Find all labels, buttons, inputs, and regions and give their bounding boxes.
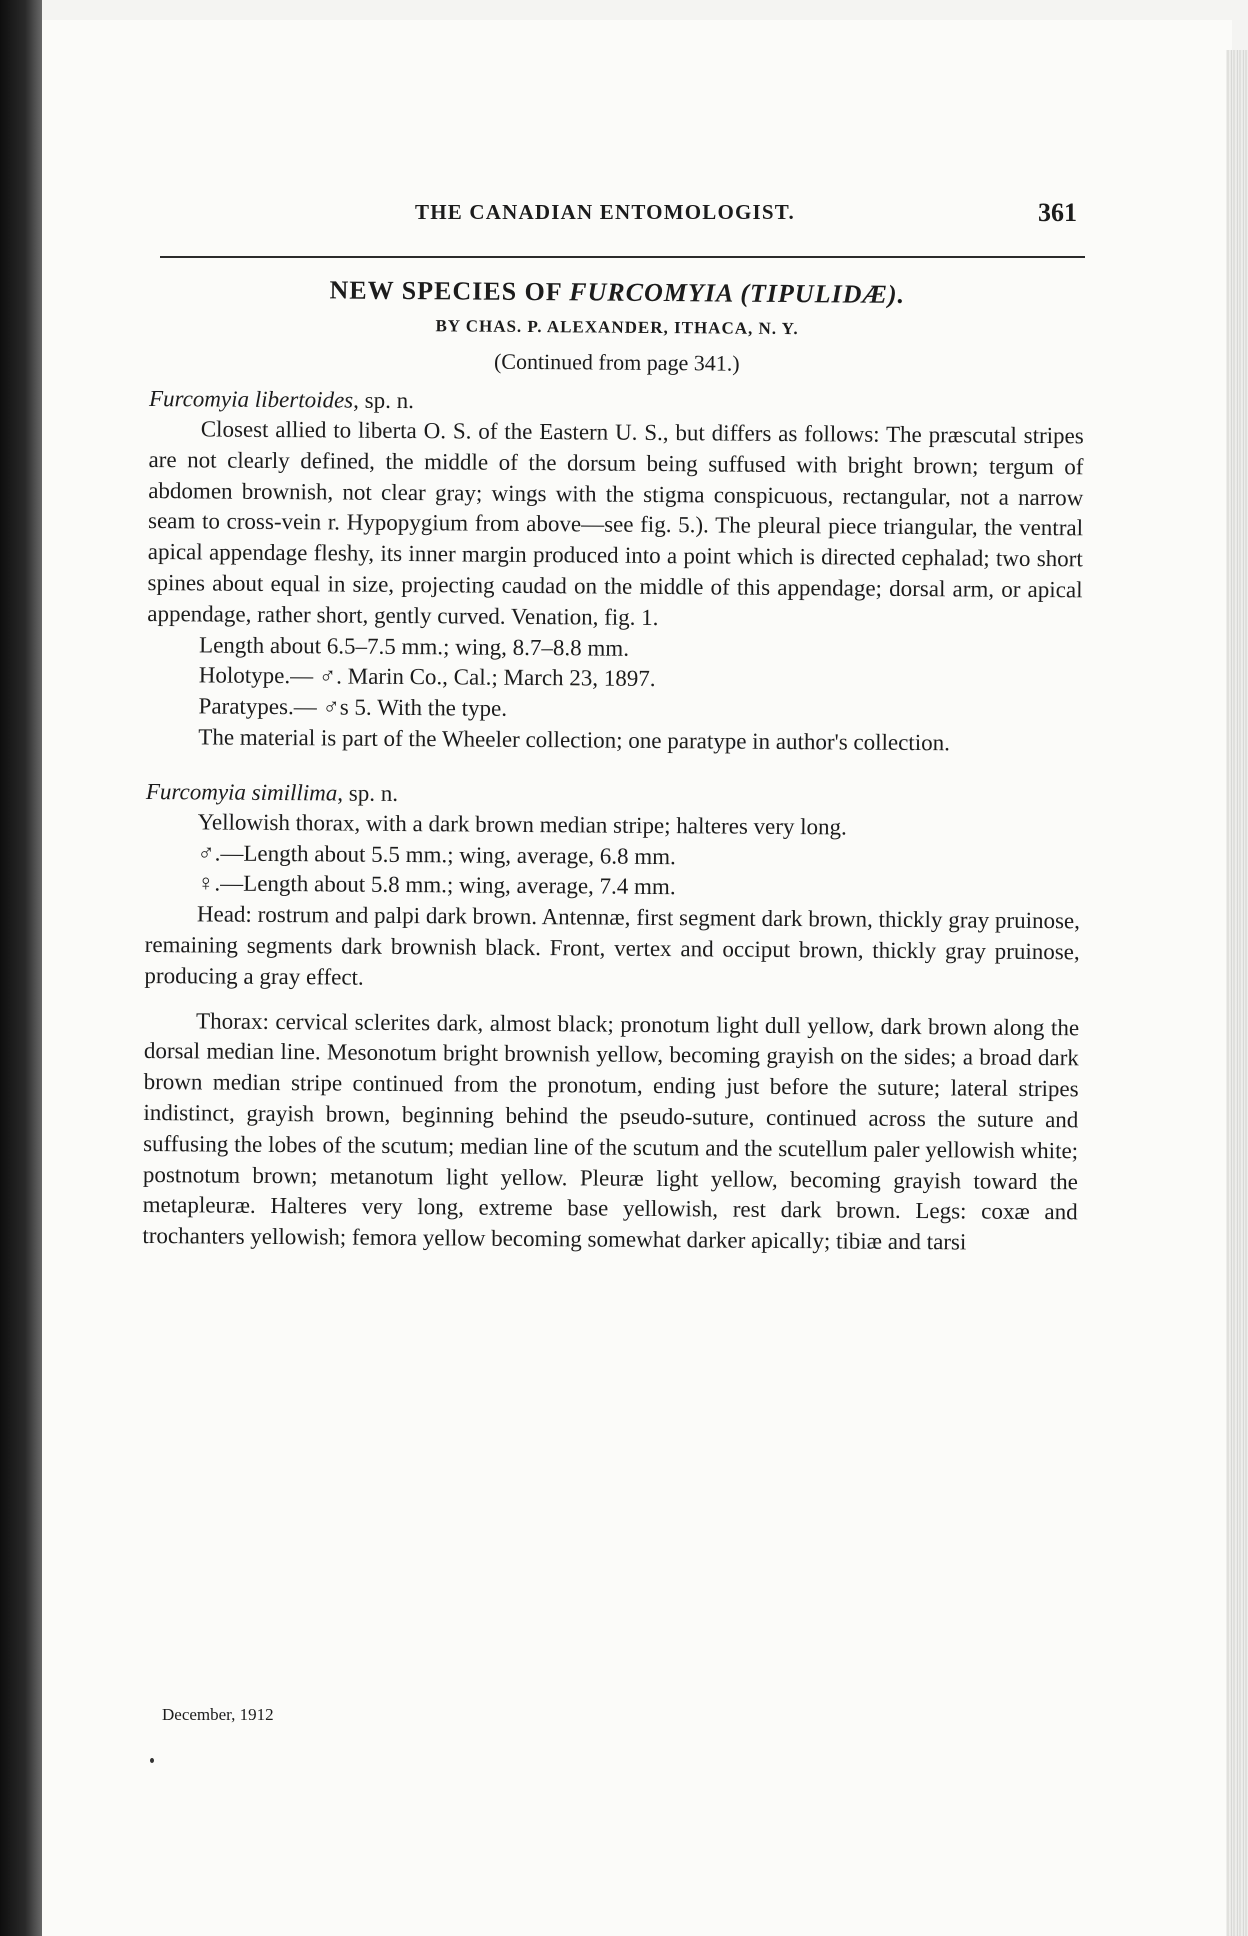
article-body [142,272,1085,1259]
book-binding-shadow [0,0,42,1936]
ink-speck [150,1758,154,1763]
journal-title: THE CANADIAN ENTOMOLOGIST. [415,200,795,224]
female-measurement: ♀.—Length about 5.8 mm.; wing, average, 7.4 mm. [197,870,676,900]
thorax-description: Thorax: cervical sclerites dark, almost black; pronotum light dull yellow, dark brown along the dorsal median line. Mesonotum bright brownish yellow, becoming grayish on the sides; a broad dark brown median stripe continued from the pronotum, ending just before the suture; lateral stripes indistinct, grayish brown, beginning behind the pseudo-suture, continued across the suture and suffusing the lobes of the scutum; median line of the scutum and the scutellum paler yellowish white; postnotum brown; metanotum light yellow. Pleuræ light yellow, becoming grayish toward the metapleuræ. Halteres very long, extreme base yellowish, rest dark brown. Legs: coxæ and trochanters yellowish; femora yellow becoming somewhat darker apically; tibiæ and tarsi [142,1007,1080,1255]
male-measurement: ♂.—Length about 5.5 mm.; wing, average, 6.8 mm. [197,839,676,869]
paratypes-line: Paratypes.— ♂s 5. With the type. [198,693,508,721]
measurement-line: Length about 6.5–7.5 mm.; wing, 8.7–8.8 mm. [198,631,630,661]
holotype-line: Holotype.— ♂. Marin Co., Cal.; March 23, 1897. [198,662,656,692]
species-name: Furcomyia simillima [145,778,338,806]
page-stack-edge [1226,50,1248,1936]
title-prefix: NEW SPECIES OF [329,275,570,307]
species-suffix: , sp. n. [337,780,399,806]
author-byline: BY CHAS. P. ALEXANDER, ITHACA, N. Y. [435,316,799,339]
species-name: Furcomyia libertoides [148,385,354,413]
issue-date: December, 1912 [162,1705,274,1724]
description-paragraph: Closest allied to liberta O. S. of the Eastern U. S., but differs as follows: The præscutal stripes are not clearly defined, the middle of the dorsum being suffused with bright brown; tergum of abdomen brownish, not clear gray; wings with the stigma conspicuous, rectangular, not a narrow seam to cross-vein r. Hypopygium from above—see fig. 5.). The pleural piece triangular, the ventral apical appendage fleshy, its inner margin produced into a point which is directed cephalad; two short spines about equal in size, projecting caudad on the middle of this appendage; dorsal arm, or apical appendage, rather short, gently curved. Venation, fig. 1. [147,416,1084,630]
head-description: Head: rostrum and palpi dark brown. Antennæ, first segment dark brown, thickly gray pruinose, remaining segments dark brownish black. Front, vertex and occiput brown, thickly gray pruinose, producing a gray effect. [144,901,1081,990]
running-head [195,196,1085,232]
species-suffix: , sp. n. [353,387,415,414]
diagnosis-line: Yellowish thorax, with a dark brown median stripe; halteres very long. [197,809,847,840]
title-genus: FURCOMYIA (TIPULIDÆ). [569,277,906,309]
article-title [150,272,1085,313]
page-number: 361 [1038,198,1077,227]
continued-note: (Continued from page 341.) [493,348,740,376]
collection-note: The material is part of the Wheeler collection; one paratype in author's collection. [198,724,951,756]
header-rule [160,256,1085,258]
